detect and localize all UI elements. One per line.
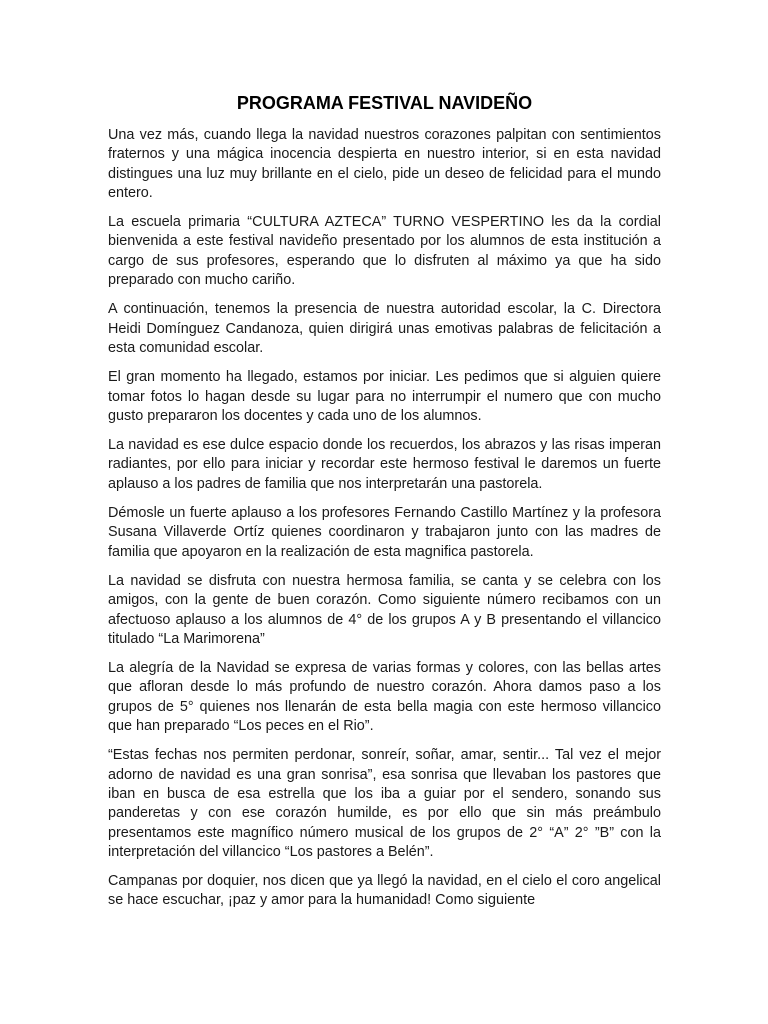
- paragraph-bells: Campanas por doquier, nos dicen que ya llegó la navidad, en el cielo el coro angelical se hace escuchar, ¡paz y amor para la humanidad! Como siguiente: [108, 873, 661, 909]
- paragraph-director: A continuación, tenemos la presencia de nuestra autoridad escolar, la C. Directora Heidi Domínguez Candanoza, quien dirigirá unas emotivas palabras de felicitación a esta comunidad escolar.: [108, 301, 661, 356]
- paragraph-welcome: La escuela primaria “CULTURA AZTECA” TURNO VESPERTINO les da la cordial bienvenida a este festival navideño presentado por los alumnos de esta institución a cargo de sus profesores, esperando que lo disfruten al máximo ya que ha sido preparado con mucho cariño.: [108, 214, 661, 289]
- paragraph-second-grade: “Estas fechas nos permiten perdonar, sonreír, soñar, amar, sentir... Tal vez el mejor adorno de navidad es una gran sonrisa”, esa sonrisa que llevaban los pastores que iban en busca de esa estrella que los iba a guiar por el sendero, sonando sus panderetas y con ese corazón humilde, es por ello que sin más preámbulo presentamos este magnífico número musical de los grupos de 2° “A” 2° ”B” con la interpretación del villancico “Los pastores a Belén”.: [108, 747, 661, 860]
- paragraph-intro: Una vez más, cuando llega la navidad nuestros corazones palpitan con sentimientos fraternos y una mágica inocencia despierta en nuestro interior, si en esta navidad distingues una luz muy brillante en el cielo, pide un deseo de felicidad para el mundo entero.: [108, 127, 661, 201]
- document-title: PROGRAMA FESTIVAL NAVIDEÑO: [236, 93, 533, 113]
- paragraph-pastorela: La navidad es ese dulce espacio donde los recuerdos, los abrazos y las risas imperan radiantes, por ello para iniciar y recordar este hermoso festival le daremos un fuerte aplauso a los padres de familia que nos interpretarán una pastorela.: [108, 437, 661, 492]
- paragraph-fifth-grade: La alegría de la Navidad se expresa de varias formas y colores, con las bellas artes que afloran desde lo más profundo de nuestro corazón. Ahora damos paso a los grupos de 5° quienes nos llenarán de esta bella magia con este hermoso villancico que han preparado “Los peces en el Rio”.: [108, 660, 661, 735]
- paragraph-start: El gran momento ha llegado, estamos por iniciar. Les pedimos que si alguien quiere tomar fotos lo hagan desde su lugar para no interrumpir el numero que con mucho gusto prepararon los docentes y cada uno de los alumnos.: [108, 369, 661, 424]
- paragraph-fourth-grade: La navidad se disfruta con nuestra hermosa familia, se canta y se celebra con los amigos, con la gente de buen corazón. Como siguiente número recibamos con un afectuoso aplauso a los alumnos de 4° de los grupos A y B presentando el villancico titulado “La Marimorena”: [108, 572, 661, 647]
- document-body: [108, 91, 661, 920]
- paragraph-teachers: Démosle un fuerte aplauso a los profesores Fernando Castillo Martínez y la profesora Susana Villaverde Ortíz quienes coordinaron y trabajaron junto con las madres de familia que apoyaron en la realización de esta magnifica pastorela.: [108, 505, 661, 560]
